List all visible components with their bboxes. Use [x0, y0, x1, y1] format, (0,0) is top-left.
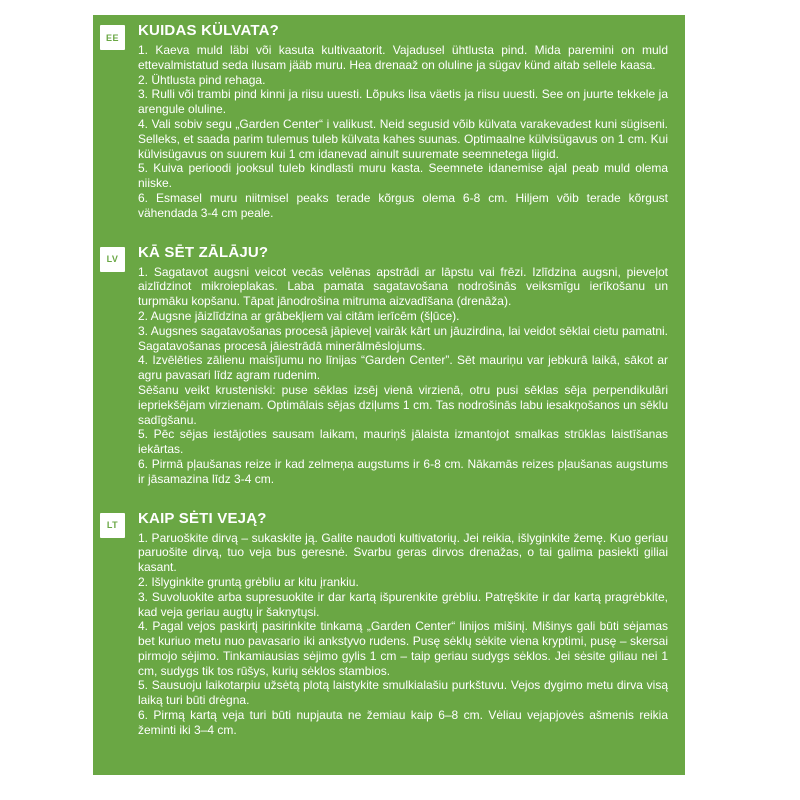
instruction-paragraph: 1. Paruoškite dirvą – sukaskite ją. Galite naudoti kultivatorių. Jei reikia, išlyginkite žemę. Kuo geriau paruošite dirvą, tuo veja bus geresnė. Svarbu geras dirvos drenažas, o tai galima pasiekti giliai kasant. — [138, 530, 668, 575]
instruction-paragraph: 3. Rulli või trambi pind kinni ja riisu uuesti. Lõpuks lisa väetis ja riisu uuesti. See on juurte tekkele ja arengule oluline. — [138, 87, 668, 117]
instruction-paragraph: 1. Kaeva muld läbi või kasuta kultivaatorit. Vajadusel ühtlusta pind. Mida paremini on muld ettevalmistatud seda ilusam jääb muru. Hea drenaaž on oluline ja sügav künd aitab sellele kaasa. — [138, 43, 668, 72]
instruction-paragraph: 4. Vali sobiv segu „Garden Center“ i valikust. Neid segusid võib külvata varakevadest kuni sügiseni. Selleks, et saada parim tulemus tuleb külvata kahes suunas. Optimaalne külvisügavus on 1 cm. Kui külvisügavus on suurem kui 1 cm idanevad ainult suuremate seemnetega liigid. — [138, 116, 668, 161]
language-badge-lt: LT — [100, 513, 125, 538]
instruction-paragraph: 4. Izvēlēties zālienu maisījumu no līnijas “Garden Center”. Sēt mauriņu var jebkurā laikā, sākot ar agru pavasari līdz agram rudenim. — [138, 353, 668, 383]
instruction-paragraph: 4. Pagal vejos paskirtį pasirinkite tinkamą „Garden Center“ linijos mišinį. Mišinys gali būti sėjamas bet kuriuo metu nuo pavasario iki ankstyvo rudens. Pusę sėklų sėkite viena kryptimi, pusę – skersai pirmojo sėjimo. Tinkamiausias sėjimo gylis 1 cm – taip geriau sudygs sėklos. Jei sėsite giliau nei 1 cm, sudygs tik tos rūšys, kurių sėklos stambios. — [138, 619, 668, 678]
instruction-paragraph: 2. Išlyginkite gruntą grėbliu ar kitu įrankiu. — [138, 574, 359, 589]
instruction-paragraph: 2. Augsne jāizlīdzina ar grābekļiem vai citām ierīcēm (šļūce). — [138, 308, 460, 323]
instruction-paragraph: 6. Esmasel muru niitmisel peaks terade kõrgus olema 6-8 cm. Hiljem võib terade kõrgust vähendada 3-4 cm peale. — [138, 190, 668, 220]
instruction-paragraph: Sēšanu veikt krusteniski: puse sēklas izsēj vienā virzienā, otru pusi sēklas sēja perpendikulāri iepriekšējam virzienam. Optimālais sējas dziļums 1 cm. Tas nodrošinās labu iesakņošanos un sēklu sadīgšanu. — [138, 382, 668, 427]
instruction-paragraph: 5. Pēc sējas iestājoties sausam laikam, mauriņš jālaista izmantojot smalkas strūklas laistīšanas iekārtas. — [138, 427, 668, 457]
section-heading-ee: KUIDAS KÜLVATA? — [138, 22, 280, 39]
instruction-paragraph: 1. Sagatavot augsni veicot vecās velēnas apstrādi ar lāpstu vai frēzi. Izlīdzina augsni, pieveļot aizlīdzinot mikroieplakas. Laba pamata sagatavošana nodrošinās veiksmīgu ierīkošanu un turpmāku kopšanu. Tāpat jānodrošina mitruma aizvadīšana (drenāža). — [138, 264, 668, 309]
language-badge-lv: LV — [100, 247, 125, 272]
instruction-paragraph: 6. Pirmą kartą veja turi būti nupjauta ne žemiau kaip 6–8 cm. Vėliau vejapjovės ašmenis reikia žeminti iki 3–4 cm. — [138, 708, 668, 737]
instructions-panel — [93, 15, 685, 775]
instruction-paragraph: 6. Pirmā pļaušanas reize ir kad zelmeņa augstums ir 6-8 cm. Nākamās reizes pļaušanas augstums ir jāsamazina līdz 3-4 cm. — [138, 456, 668, 486]
section-lt — [106, 509, 668, 738]
instruction-paragraph: 3. Augsnes sagatavošanas procesā jāpieveļ vairāk kārt un jāuzirdina, lai veidot sēklai cietu pamatni. Sagatavošanas procesā jāiestrādā minerālmēslojums. — [138, 323, 668, 353]
instruction-paragraph: 5. Sausuoju laikotarpiu užsėtą plotą laistykite smulkialašiu purkštuvu. Vejos dygimo metu dirva visą laiką turi būti drėgna. — [138, 678, 668, 708]
section-ee — [105, 22, 668, 221]
section-lv — [106, 243, 668, 487]
instruction-paragraph: 2. Ühtlusta pind rehaga. — [138, 72, 266, 87]
section-heading-lv: KĀ SĒT ZĀLĀJU? — [138, 243, 269, 261]
language-badge-ee: EE — [100, 25, 125, 50]
instruction-paragraph: 5. Kuiva perioodi jooksul tuleb kindlasti muru kasta. Seemnete idanemise ajal peab muld olema niiske. — [138, 161, 668, 191]
section-heading-lt: KAIP SĖTI VEJĄ? — [138, 509, 267, 527]
instruction-paragraph: 3. Suvoluokite arba supresuokite ir dar kartą išpurenkite grėbliu. Patręškite ir dar kartą pragrėbkite, kad veja geriau augtų ir šaknytųsi. — [138, 589, 668, 619]
